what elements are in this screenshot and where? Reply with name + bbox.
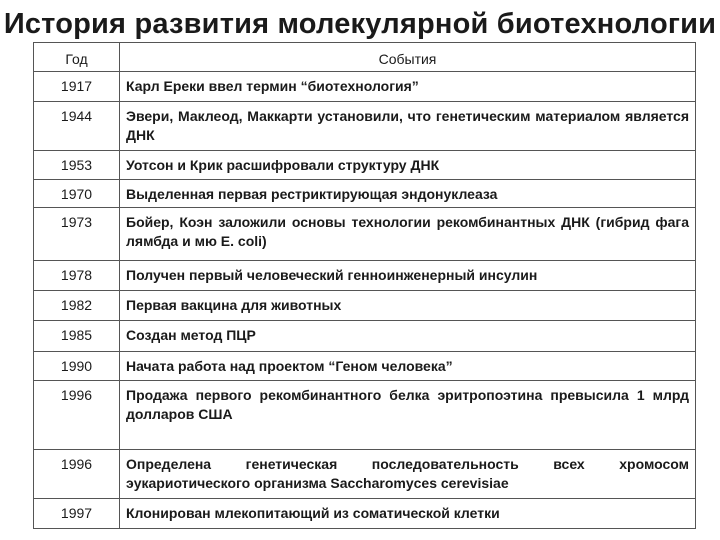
table-row bbox=[34, 450, 696, 499]
event-cell: Бойер, Коэн заложили основы технологии рекомбинантных ДНК (гибрид фага лямбда и мю E. coli) bbox=[120, 208, 696, 261]
table-row bbox=[34, 261, 696, 291]
table-row bbox=[34, 499, 696, 529]
year-cell: 1997 bbox=[34, 499, 120, 529]
event-cell: Эвери, Маклеод, Маккарти установили, что генетическим материалом является ДНК bbox=[120, 102, 696, 151]
year-cell: 1917 bbox=[34, 72, 120, 102]
table-row bbox=[34, 352, 696, 381]
history-table bbox=[33, 42, 696, 529]
year-cell: 1978 bbox=[34, 261, 120, 291]
table-row bbox=[34, 180, 696, 208]
table-row bbox=[34, 381, 696, 450]
event-cell: Продажа первого рекомбинантного белка эритропоэтина превысила 1 млрд долларов США bbox=[120, 381, 696, 450]
column-header-year: Год bbox=[34, 43, 120, 72]
event-cell: Начата работа над проектом “Геном человека” bbox=[120, 352, 696, 381]
year-cell: 1953 bbox=[34, 151, 120, 180]
event-cell: Клонирован млекопитающий из соматической клетки bbox=[120, 499, 696, 529]
year-cell: 1996 bbox=[34, 381, 120, 450]
year-cell: 1944 bbox=[34, 102, 120, 151]
year-cell: 1982 bbox=[34, 291, 120, 321]
year-cell: 1996 bbox=[34, 450, 120, 499]
table-row bbox=[34, 208, 696, 261]
page-title: История развития молекулярной биотехнологии bbox=[3, 8, 717, 40]
table-row bbox=[34, 291, 696, 321]
event-cell: Карл Ереки ввел термин “биотехнология” bbox=[120, 72, 696, 102]
year-cell: 1985 bbox=[34, 321, 120, 352]
event-cell: Выделенная первая рестриктирующая эндонуклеаза bbox=[120, 180, 696, 208]
event-cell: Определена генетическая последовательность всех хромосом эукариотического организма Saccharomyces cerevisiae bbox=[120, 450, 696, 499]
event-cell: Уотсон и Крик расшифровали структуру ДНК bbox=[120, 151, 696, 180]
year-cell: 1990 bbox=[34, 352, 120, 381]
year-cell: 1973 bbox=[34, 208, 120, 261]
table-row bbox=[34, 321, 696, 352]
event-cell: Создан метод ПЦР bbox=[120, 321, 696, 352]
year-cell: 1970 bbox=[34, 180, 120, 208]
event-cell: Первая вакцина для животных bbox=[120, 291, 696, 321]
table-header-row bbox=[34, 43, 696, 72]
table-row bbox=[34, 102, 696, 151]
table-row bbox=[34, 151, 696, 180]
column-header-events: События bbox=[120, 43, 696, 72]
event-cell: Получен первый человеческий генноинженерный инсулин bbox=[120, 261, 696, 291]
table-row bbox=[34, 72, 696, 102]
